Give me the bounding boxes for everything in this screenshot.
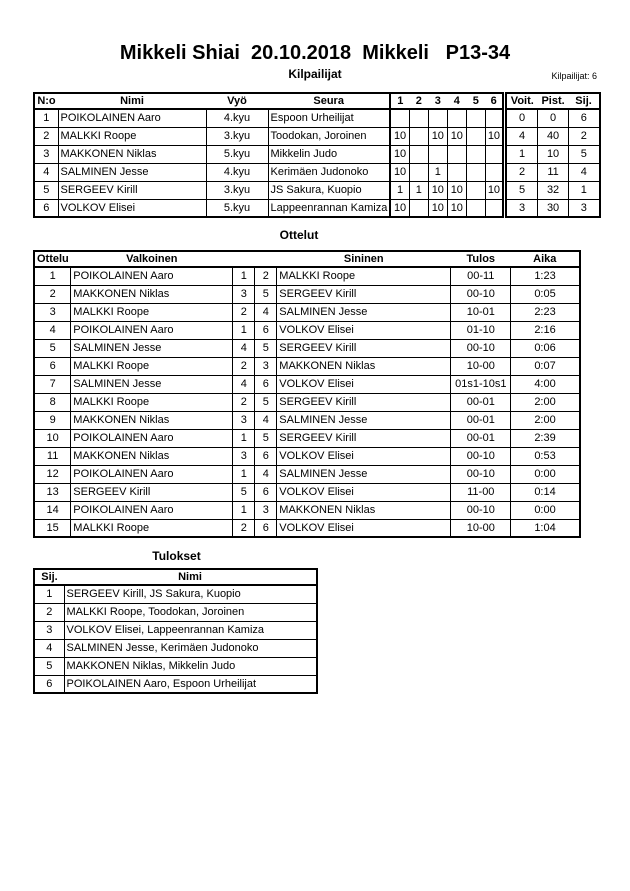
col-header-opp-6: 6 <box>485 93 504 109</box>
cell-no: 3 <box>34 145 58 163</box>
cell-blue-name: SALMINEN Jesse <box>277 411 451 429</box>
cell-final-place: 2 <box>34 603 64 621</box>
match-row <box>34 519 580 537</box>
competitor-row <box>34 163 600 181</box>
cell-match-no: 10 <box>34 429 71 447</box>
cell-points: 10 <box>538 145 569 163</box>
cell-time: 4:00 <box>511 375 580 393</box>
cell-name: SERGEEV Kirill <box>58 181 206 199</box>
cell-score-3 <box>428 145 447 163</box>
cell-score-2 <box>409 127 428 145</box>
cell-white-name: SALMINEN Jesse <box>71 375 233 393</box>
matches-table <box>33 250 581 538</box>
matches-header-row <box>34 251 580 267</box>
cell-score-6: 10 <box>485 127 504 145</box>
cell-score-1: 10 <box>390 199 409 217</box>
match-row <box>34 303 580 321</box>
cell-blue-no: 4 <box>255 465 277 483</box>
cell-wins: 5 <box>505 181 538 199</box>
match-row <box>34 393 580 411</box>
cell-score-6 <box>485 109 504 127</box>
col-header-belt: Vyö <box>206 93 268 109</box>
cell-white-name: POIKOLAINEN Aaro <box>71 501 233 519</box>
competitor-row <box>34 127 600 145</box>
cell-result: 10-01 <box>451 303 511 321</box>
cell-white-name: MALKKI Roope <box>71 393 233 411</box>
match-row <box>34 339 580 357</box>
cell-white-name: POIKOLAINEN Aaro <box>71 321 233 339</box>
cell-score-5 <box>466 109 485 127</box>
cell-white-no: 4 <box>233 339 255 357</box>
cell-place: 3 <box>569 199 600 217</box>
cell-points: 40 <box>538 127 569 145</box>
cell-club: JS Sakura, Kuopio <box>268 181 390 199</box>
cell-time: 1:04 <box>511 519 580 537</box>
cell-wins: 1 <box>505 145 538 163</box>
cell-result: 10-00 <box>451 357 511 375</box>
match-row <box>34 357 580 375</box>
cell-white-name: MAKKONEN Niklas <box>71 285 233 303</box>
cell-name: SALMINEN Jesse <box>58 163 206 181</box>
cell-white-no: 3 <box>233 411 255 429</box>
cell-blue-name: SERGEEV Kirill <box>277 339 451 357</box>
cell-blue-name: VOLKOV Elisei <box>277 483 451 501</box>
col-header-wins: Voit. <box>505 93 538 109</box>
cell-no: 1 <box>34 109 58 127</box>
cell-final-place: 5 <box>34 657 64 675</box>
cell-final-place: 1 <box>34 585 64 603</box>
cell-score-1 <box>390 109 409 127</box>
col-header-opp-5: 5 <box>466 93 485 109</box>
cell-white-no: 3 <box>233 447 255 465</box>
competitor-row <box>34 109 600 127</box>
result-row <box>34 639 317 657</box>
cell-score-5 <box>466 145 485 163</box>
cell-result: 00-10 <box>451 447 511 465</box>
cell-score-4 <box>447 109 466 127</box>
cell-score-4 <box>447 145 466 163</box>
cell-score-4: 10 <box>447 127 466 145</box>
results-table <box>33 568 318 694</box>
cell-final-place: 3 <box>34 621 64 639</box>
cell-result: 00-10 <box>451 465 511 483</box>
cell-time: 0:14 <box>511 483 580 501</box>
col-header-white-no <box>233 251 255 267</box>
cell-score-2 <box>409 199 428 217</box>
cell-blue-name: MAKKONEN Niklas <box>277 357 451 375</box>
cell-blue-name: SALMINEN Jesse <box>277 465 451 483</box>
cell-place: 6 <box>569 109 600 127</box>
cell-time: 0:53 <box>511 447 580 465</box>
cell-place: 2 <box>569 127 600 145</box>
cell-result: 00-01 <box>451 429 511 447</box>
cell-score-6 <box>485 145 504 163</box>
section-title-competitors: Kilpailijat <box>288 67 342 81</box>
cell-match-no: 6 <box>34 357 71 375</box>
cell-belt: 4.kyu <box>206 109 268 127</box>
cell-place: 4 <box>569 163 600 181</box>
cell-club: Mikkelin Judo <box>268 145 390 163</box>
cell-white-no: 1 <box>233 501 255 519</box>
cell-points: 32 <box>538 181 569 199</box>
cell-wins: 4 <box>505 127 538 145</box>
cell-blue-no: 6 <box>255 375 277 393</box>
match-row <box>34 375 580 393</box>
col-header-match: Ottelu <box>34 251 71 267</box>
section-title-matches: Ottelut <box>279 228 319 242</box>
cell-result: 00-10 <box>451 285 511 303</box>
cell-blue-no: 3 <box>255 501 277 519</box>
cell-time: 0:00 <box>511 501 580 519</box>
cell-match-no: 14 <box>34 501 71 519</box>
cell-white-name: POIKOLAINEN Aaro <box>71 267 233 285</box>
col-header-blue-no <box>255 251 277 267</box>
cell-white-no: 2 <box>233 303 255 321</box>
cell-no: 5 <box>34 181 58 199</box>
cell-no: 4 <box>34 163 58 181</box>
col-header-blue: Sininen <box>277 251 451 267</box>
cell-score-2 <box>409 163 428 181</box>
cell-white-name: SERGEEV Kirill <box>71 483 233 501</box>
cell-white-name: POIKOLAINEN Aaro <box>71 429 233 447</box>
col-header-club: Seura <box>268 93 390 109</box>
cell-time: 0:00 <box>511 465 580 483</box>
cell-time: 0:07 <box>511 357 580 375</box>
cell-name: MALKKI Roope <box>58 127 206 145</box>
cell-blue-no: 4 <box>255 411 277 429</box>
col-header-name: Nimi <box>58 93 206 109</box>
cell-result: 00-01 <box>451 393 511 411</box>
col-header-points: Pist. <box>538 93 569 109</box>
cell-white-name: MAKKONEN Niklas <box>71 447 233 465</box>
cell-score-3: 1 <box>428 163 447 181</box>
cell-result: 01s1-10s1 <box>451 375 511 393</box>
competitors-count-label: Kilpailijat: 6 <box>551 71 597 81</box>
cell-blue-name: VOLKOV Elisei <box>277 375 451 393</box>
cell-belt: 3.kyu <box>206 181 268 199</box>
cell-match-no: 7 <box>34 375 71 393</box>
cell-score-5 <box>466 127 485 145</box>
cell-place: 1 <box>569 181 600 199</box>
results-header-row <box>34 569 317 585</box>
cell-score-2 <box>409 145 428 163</box>
cell-place: 5 <box>569 145 600 163</box>
cell-blue-no: 5 <box>255 339 277 357</box>
cell-result: 11-00 <box>451 483 511 501</box>
result-row <box>34 657 317 675</box>
cell-match-no: 1 <box>34 267 71 285</box>
cell-blue-name: MALKKI Roope <box>277 267 451 285</box>
section-title-results: Tulokset <box>152 549 201 563</box>
cell-white-no: 1 <box>233 267 255 285</box>
cell-match-no: 5 <box>34 339 71 357</box>
cell-result: 00-10 <box>451 339 511 357</box>
match-row <box>34 447 580 465</box>
cell-belt: 3.kyu <box>206 127 268 145</box>
cell-time: 0:05 <box>511 285 580 303</box>
cell-result: 00-01 <box>451 411 511 429</box>
cell-competitor: POIKOLAINEN Aaro, Espoon Urheilijat <box>64 675 317 693</box>
competitor-row <box>34 181 600 199</box>
cell-time: 1:23 <box>511 267 580 285</box>
cell-score-4: 10 <box>447 199 466 217</box>
cell-blue-no: 6 <box>255 519 277 537</box>
cell-final-place: 6 <box>34 675 64 693</box>
col-header-result-name: Nimi <box>64 569 317 585</box>
cell-white-name: MAKKONEN Niklas <box>71 411 233 429</box>
cell-points: 0 <box>538 109 569 127</box>
cell-score-1: 1 <box>390 181 409 199</box>
col-header-place: Sij. <box>569 93 600 109</box>
match-row <box>34 429 580 447</box>
col-header-opp-1: 1 <box>390 93 409 109</box>
cell-score-3: 10 <box>428 181 447 199</box>
cell-wins: 2 <box>505 163 538 181</box>
cell-belt: 5.kyu <box>206 199 268 217</box>
cell-time: 2:16 <box>511 321 580 339</box>
cell-white-no: 1 <box>233 429 255 447</box>
cell-score-3: 10 <box>428 127 447 145</box>
cell-white-name: SALMINEN Jesse <box>71 339 233 357</box>
match-row <box>34 501 580 519</box>
cell-white-no: 5 <box>233 483 255 501</box>
col-header-result: Tulos <box>451 251 511 267</box>
cell-score-5 <box>466 199 485 217</box>
cell-time: 2:00 <box>511 411 580 429</box>
cell-result: 00-11 <box>451 267 511 285</box>
cell-score-5 <box>466 163 485 181</box>
cell-belt: 5.kyu <box>206 145 268 163</box>
cell-no: 2 <box>34 127 58 145</box>
result-row <box>34 621 317 639</box>
cell-blue-no: 6 <box>255 483 277 501</box>
match-row <box>34 411 580 429</box>
cell-blue-no: 2 <box>255 267 277 285</box>
cell-match-no: 2 <box>34 285 71 303</box>
match-row <box>34 267 580 285</box>
cell-white-name: MALKKI Roope <box>71 519 233 537</box>
cell-blue-no: 5 <box>255 285 277 303</box>
cell-name: POIKOLAINEN Aaro <box>58 109 206 127</box>
cell-club: Kerimäen Judonoko <box>268 163 390 181</box>
cell-blue-no: 5 <box>255 393 277 411</box>
col-header-no: N:o <box>34 93 58 109</box>
cell-blue-name: SERGEEV Kirill <box>277 393 451 411</box>
cell-final-place: 4 <box>34 639 64 657</box>
cell-score-4 <box>447 163 466 181</box>
cell-time: 2:39 <box>511 429 580 447</box>
cell-match-no: 12 <box>34 465 71 483</box>
cell-match-no: 4 <box>34 321 71 339</box>
cell-competitor: VOLKOV Elisei, Lappeenrannan Kamiza <box>64 621 317 639</box>
cell-white-no: 2 <box>233 357 255 375</box>
cell-result: 01-10 <box>451 321 511 339</box>
cell-competitor: MALKKI Roope, Toodokan, Joroinen <box>64 603 317 621</box>
cell-score-6 <box>485 163 504 181</box>
cell-match-no: 11 <box>34 447 71 465</box>
cell-white-no: 2 <box>233 519 255 537</box>
cell-points: 11 <box>538 163 569 181</box>
cell-competitor: SALMINEN Jesse, Kerimäen Judonoko <box>64 639 317 657</box>
cell-blue-name: MAKKONEN Niklas <box>277 501 451 519</box>
cell-white-name: POIKOLAINEN Aaro <box>71 465 233 483</box>
cell-blue-name: SALMINEN Jesse <box>277 303 451 321</box>
cell-name: VOLKOV Elisei <box>58 199 206 217</box>
cell-score-1: 10 <box>390 127 409 145</box>
cell-competitor: MAKKONEN Niklas, Mikkelin Judo <box>64 657 317 675</box>
col-header-opp-3: 3 <box>428 93 447 109</box>
cell-club: Lappeenrannan Kamiza <box>268 199 390 217</box>
page-title: Mikkeli Shiai 20.10.2018 Mikkeli P13-34 <box>119 42 511 64</box>
cell-blue-no: 4 <box>255 303 277 321</box>
cell-result: 10-00 <box>451 519 511 537</box>
cell-score-3: 10 <box>428 199 447 217</box>
cell-match-no: 8 <box>34 393 71 411</box>
cell-blue-no: 6 <box>255 447 277 465</box>
cell-club: Espoon Urheilijat <box>268 109 390 127</box>
cell-match-no: 3 <box>34 303 71 321</box>
cell-blue-no: 5 <box>255 429 277 447</box>
match-row <box>34 321 580 339</box>
cell-white-no: 2 <box>233 393 255 411</box>
cell-white-no: 1 <box>233 465 255 483</box>
col-header-result-place: Sij. <box>34 569 64 585</box>
cell-blue-name: VOLKOV Elisei <box>277 519 451 537</box>
result-row <box>34 603 317 621</box>
cell-white-no: 1 <box>233 321 255 339</box>
cell-blue-name: VOLKOV Elisei <box>277 447 451 465</box>
competitor-row <box>34 145 600 163</box>
cell-match-no: 9 <box>34 411 71 429</box>
match-row <box>34 285 580 303</box>
cell-score-1: 10 <box>390 163 409 181</box>
match-row <box>34 465 580 483</box>
col-header-time: Aika <box>511 251 580 267</box>
cell-blue-name: SERGEEV Kirill <box>277 429 451 447</box>
cell-match-no: 13 <box>34 483 71 501</box>
cell-white-no: 3 <box>233 285 255 303</box>
col-header-opp-2: 2 <box>409 93 428 109</box>
cell-points: 30 <box>538 199 569 217</box>
cell-white-no: 4 <box>233 375 255 393</box>
cell-match-no: 15 <box>34 519 71 537</box>
match-row <box>34 483 580 501</box>
col-header-white: Valkoinen <box>71 251 233 267</box>
competitors-table <box>33 92 601 218</box>
col-header-opp-4: 4 <box>447 93 466 109</box>
cell-wins: 0 <box>505 109 538 127</box>
cell-name: MAKKONEN Niklas <box>58 145 206 163</box>
result-row <box>34 675 317 693</box>
cell-belt: 4.kyu <box>206 163 268 181</box>
cell-score-1: 10 <box>390 145 409 163</box>
cell-time: 2:23 <box>511 303 580 321</box>
cell-no: 6 <box>34 199 58 217</box>
cell-wins: 3 <box>505 199 538 217</box>
cell-result: 00-10 <box>451 501 511 519</box>
cell-white-name: MALKKI Roope <box>71 357 233 375</box>
cell-time: 2:00 <box>511 393 580 411</box>
cell-score-4: 10 <box>447 181 466 199</box>
cell-competitor: SERGEEV Kirill, JS Sakura, Kuopio <box>64 585 317 603</box>
cell-score-2: 1 <box>409 181 428 199</box>
cell-club: Toodokan, Joroinen <box>268 127 390 145</box>
competitor-row <box>34 199 600 217</box>
cell-score-3 <box>428 109 447 127</box>
competitors-header-row <box>34 93 600 109</box>
cell-blue-name: VOLKOV Elisei <box>277 321 451 339</box>
cell-blue-name: SERGEEV Kirill <box>277 285 451 303</box>
cell-blue-no: 6 <box>255 321 277 339</box>
cell-score-2 <box>409 109 428 127</box>
cell-time: 0:06 <box>511 339 580 357</box>
cell-blue-no: 3 <box>255 357 277 375</box>
cell-white-name: MALKKI Roope <box>71 303 233 321</box>
result-row <box>34 585 317 603</box>
cell-score-5 <box>466 181 485 199</box>
cell-score-6: 10 <box>485 181 504 199</box>
cell-score-6 <box>485 199 504 217</box>
